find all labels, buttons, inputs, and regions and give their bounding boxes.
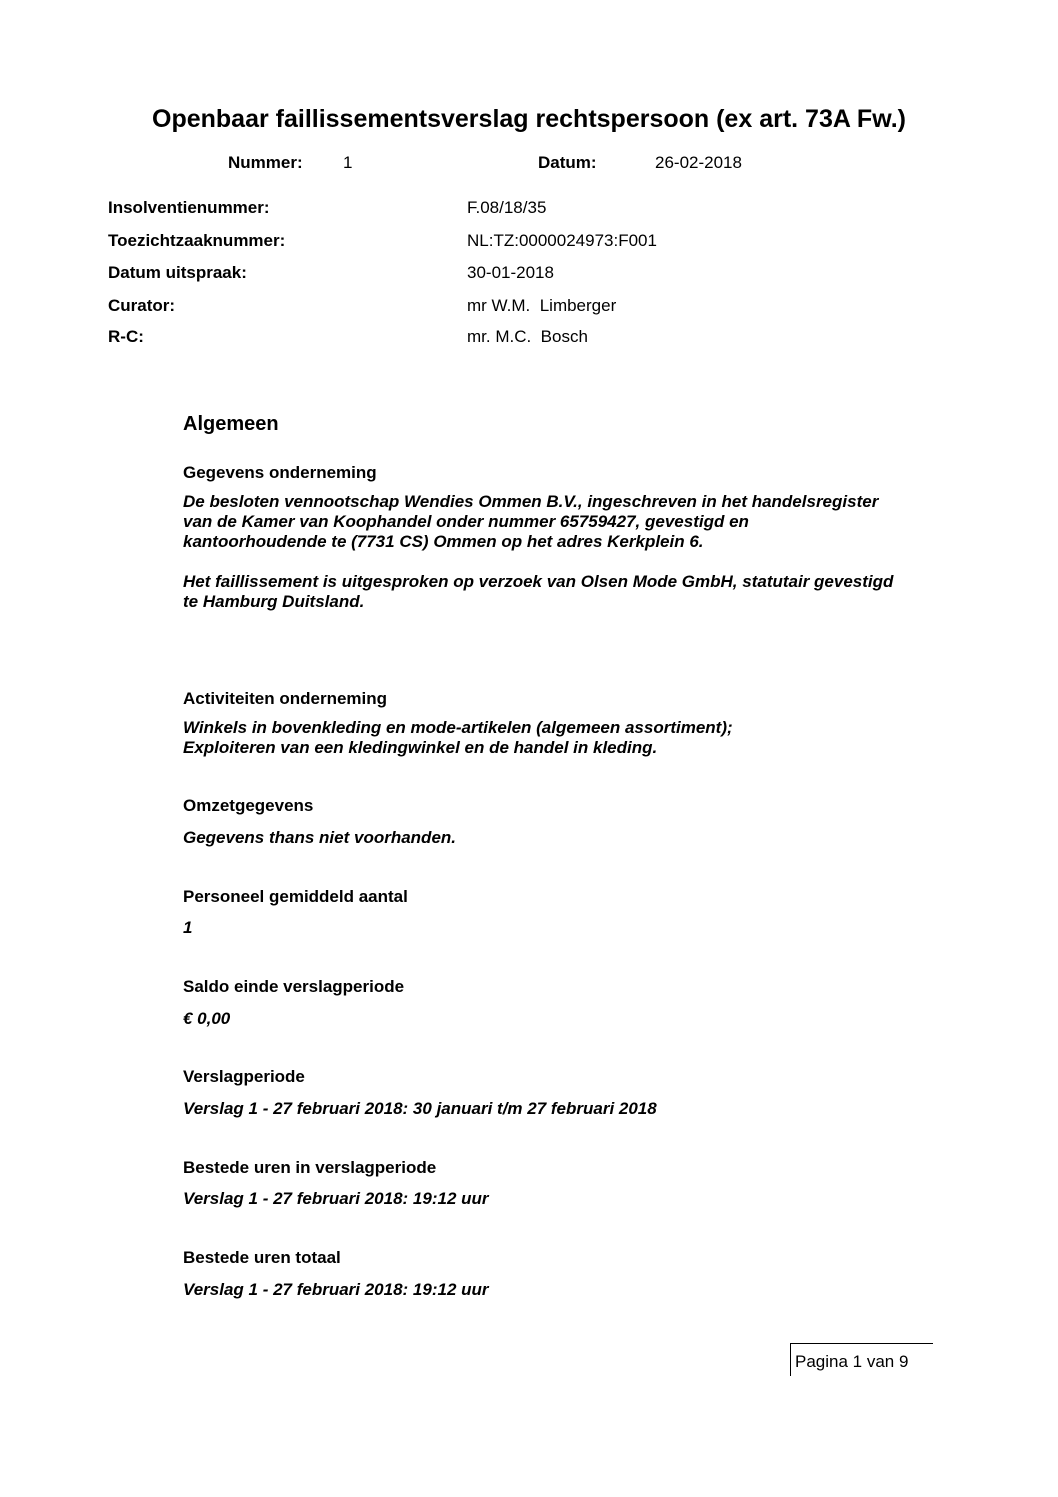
- curator-label: Curator:: [108, 296, 176, 315]
- nummer-label: Nummer:: [228, 153, 303, 172]
- heading-omzetgegevens: Omzetgegevens: [183, 796, 314, 815]
- insolventienummer-value: F.08/18/35: [467, 198, 547, 217]
- bestede-uren-totaal-text: Verslag 1 - 27 februari 2018: 19:12 uur: [183, 1280, 489, 1299]
- heading-bestede-uren-periode: Bestede uren in verslagperiode: [183, 1158, 437, 1177]
- document-title: Openbaar faillissementsverslag rechtspersoon (ex art. 73A Fw.): [152, 105, 906, 133]
- text-line: te Hamburg Duitsland.: [183, 592, 365, 611]
- datum-label: Datum:: [538, 153, 597, 172]
- personeel-text: 1: [183, 918, 193, 937]
- nummer-value: 1: [343, 153, 353, 172]
- text-line: Winkels in bovenkleding en mode-artikelen (algemeen assortiment);: [183, 718, 733, 737]
- insolventienummer-label: Insolventienummer:: [108, 198, 270, 217]
- heading-personeel: Personeel gemiddeld aantal: [183, 887, 408, 906]
- text-line: van de Kamer van Koophandel onder nummer 65759427, gevestigd en: [183, 512, 749, 531]
- verslagperiode-text: Verslag 1 - 27 februari 2018: 30 januari t/m 27 februari 2018: [183, 1099, 657, 1118]
- activiteiten-onderneming-text: [183, 718, 943, 758]
- saldo-text: € 0,00: [183, 1009, 231, 1028]
- heading-verslagperiode: Verslagperiode: [183, 1067, 305, 1086]
- gegevens-onderneming-text: [183, 492, 943, 612]
- section-title-algemeen: Algemeen: [183, 413, 279, 435]
- toezichtzaaknummer-label: Toezichtzaaknummer:: [108, 231, 286, 250]
- heading-bestede-uren-totaal: Bestede uren totaal: [183, 1248, 341, 1267]
- text-line: Het faillissement is uitgesproken op verzoek van Olsen Mode GmbH, statutair gevestigd: [183, 572, 894, 591]
- datum-value: 26-02-2018: [655, 153, 742, 172]
- rc-label: R-C:: [108, 327, 144, 346]
- heading-activiteiten-onderneming: Activiteiten onderneming: [183, 689, 388, 708]
- blank-line: [183, 552, 943, 572]
- datum-uitspraak-label: Datum uitspraak:: [108, 263, 247, 282]
- rc-value: mr. M.C. Bosch: [467, 327, 588, 346]
- toezichtzaaknummer-value: NL:TZ:0000024973:F001: [467, 231, 657, 250]
- page-indicator-box: [790, 1343, 933, 1376]
- text-line: De besloten vennootschap Wendies Ommen B.V., ingeschreven in het handelsregister: [183, 492, 879, 511]
- text-line: Exploiteren van een kledingwinkel en de handel in kleding.: [183, 738, 658, 757]
- curator-value: mr W.M. Limberger: [467, 296, 617, 315]
- bestede-uren-periode-text: Verslag 1 - 27 februari 2018: 19:12 uur: [183, 1189, 489, 1208]
- datum-uitspraak-value: 30-01-2018: [467, 263, 554, 282]
- text-line: kantoorhoudende te (7731 CS) Ommen op het adres Kerkplein 6.: [183, 532, 704, 551]
- heading-saldo: Saldo einde verslagperiode: [183, 977, 405, 996]
- omzetgegevens-text: Gegevens thans niet voorhanden.: [183, 828, 457, 847]
- page-indicator: Pagina 1 van 9: [795, 1352, 909, 1371]
- heading-gegevens-onderneming: Gegevens onderneming: [183, 463, 377, 482]
